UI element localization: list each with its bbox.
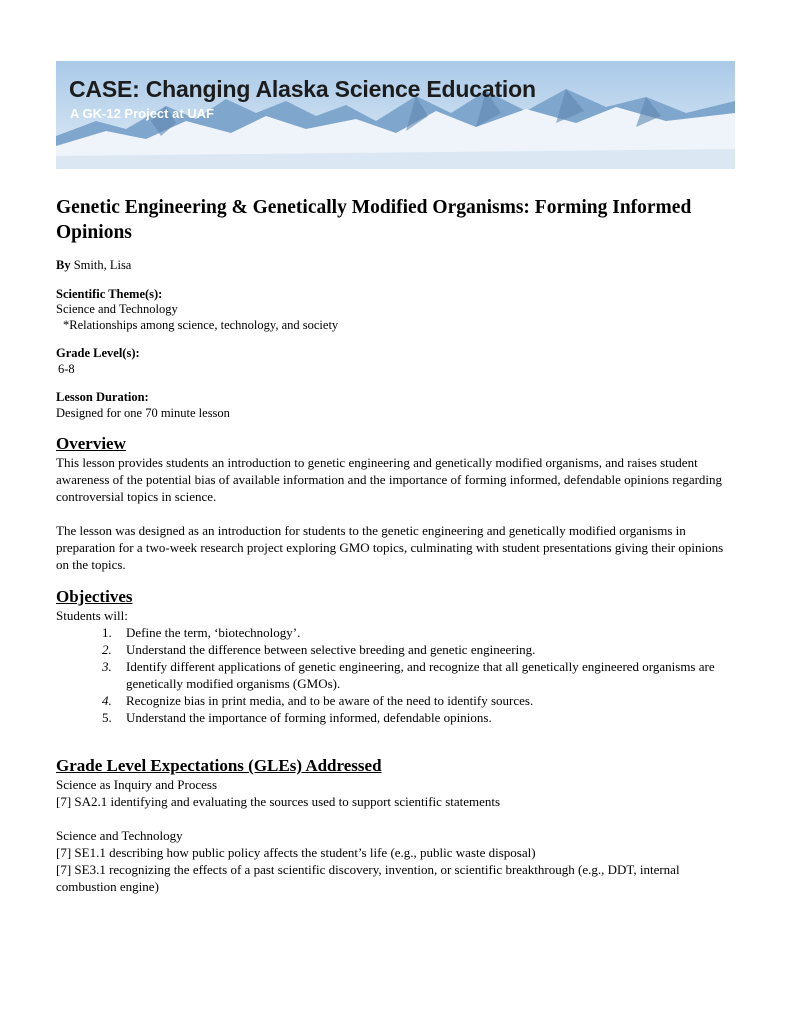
gle-group-2-title: Science and Technology [56, 828, 183, 843]
gles-heading: Grade Level Expectations (GLEs) Addressed [56, 756, 382, 775]
duration-value: Designed for one 70 minute lesson [56, 405, 230, 420]
gle-item: [7] SA2.1 identifying and evaluating the sources used to support scientific statements [56, 794, 501, 809]
grade-label: Grade Level(s): [56, 346, 140, 360]
banner-title: CASE: Changing Alaska Science Education [69, 76, 536, 102]
gle-item: [7] SE1.1 describing how public policy affects the student’s life (e.g., public waste disposal) [56, 845, 536, 860]
list-item: 1. Define the term, ‘biotechnology’. [102, 625, 301, 640]
lesson-title: Genetic Engineering & Genetically Modified Organisms: Forming Informed Opinions [56, 197, 692, 243]
themes-section [56, 287, 736, 334]
list-item: 5. Understand the importance of forming informed, defendable opinions. [102, 710, 492, 725]
by-label: By [56, 258, 71, 272]
header-banner [56, 61, 735, 169]
duration-label: Lesson Duration: [56, 390, 149, 404]
objectives-list [56, 624, 736, 726]
banner-subtitle: A GK-12 Project at UAF [70, 106, 214, 121]
list-item: 3. Identify different applications of genetic engineering, and recognize that all genetically engineered organisms are genetically modified organisms (GMOs). [102, 659, 715, 691]
duration-section [56, 390, 736, 421]
overview-paragraph-2: The lesson was designed as an introduction for students to the genetic engineering and genetically modified organisms in preparation for a two-week research project exploring GMO topics, culminating with student presentations giving their opinions on the topics. [56, 523, 724, 572]
gle-item: [7] SE3.1 recognizing the effects of a past scientific discovery, invention, or scientific breakthrough (e.g., DDT, internal combustion engine) [56, 862, 680, 894]
list-item: 2. Understand the difference between selective breeding and genetic engineering. [102, 642, 536, 657]
list-item: 4. Recognize bias in print media, and to be aware of the need to identify sources. [102, 693, 534, 708]
overview-paragraph-1: This lesson provides students an introduction to genetic engineering and genetically modified organisms, and raises student awareness of the potential bias of available information and the importance of forming informed, defendable opinions regarding controversial topics in science. [56, 455, 723, 504]
objectives-heading: Objectives [56, 587, 133, 606]
author-name: Smith, Lisa [73, 258, 132, 272]
lesson-document [56, 195, 736, 895]
objectives-intro: Students will: [56, 608, 128, 623]
theme-value: Science and Technology [56, 302, 178, 316]
gle-group-1-title: Science as Inquiry and Process [56, 777, 218, 792]
overview-heading: Overview [56, 434, 126, 453]
grade-section [56, 346, 736, 377]
themes-label: Scientific Theme(s): [56, 286, 163, 301]
subtheme-value: *Relationships among science, technology, and society [63, 317, 339, 332]
author-line [56, 258, 736, 274]
grade-value: 6-8 [58, 361, 75, 376]
